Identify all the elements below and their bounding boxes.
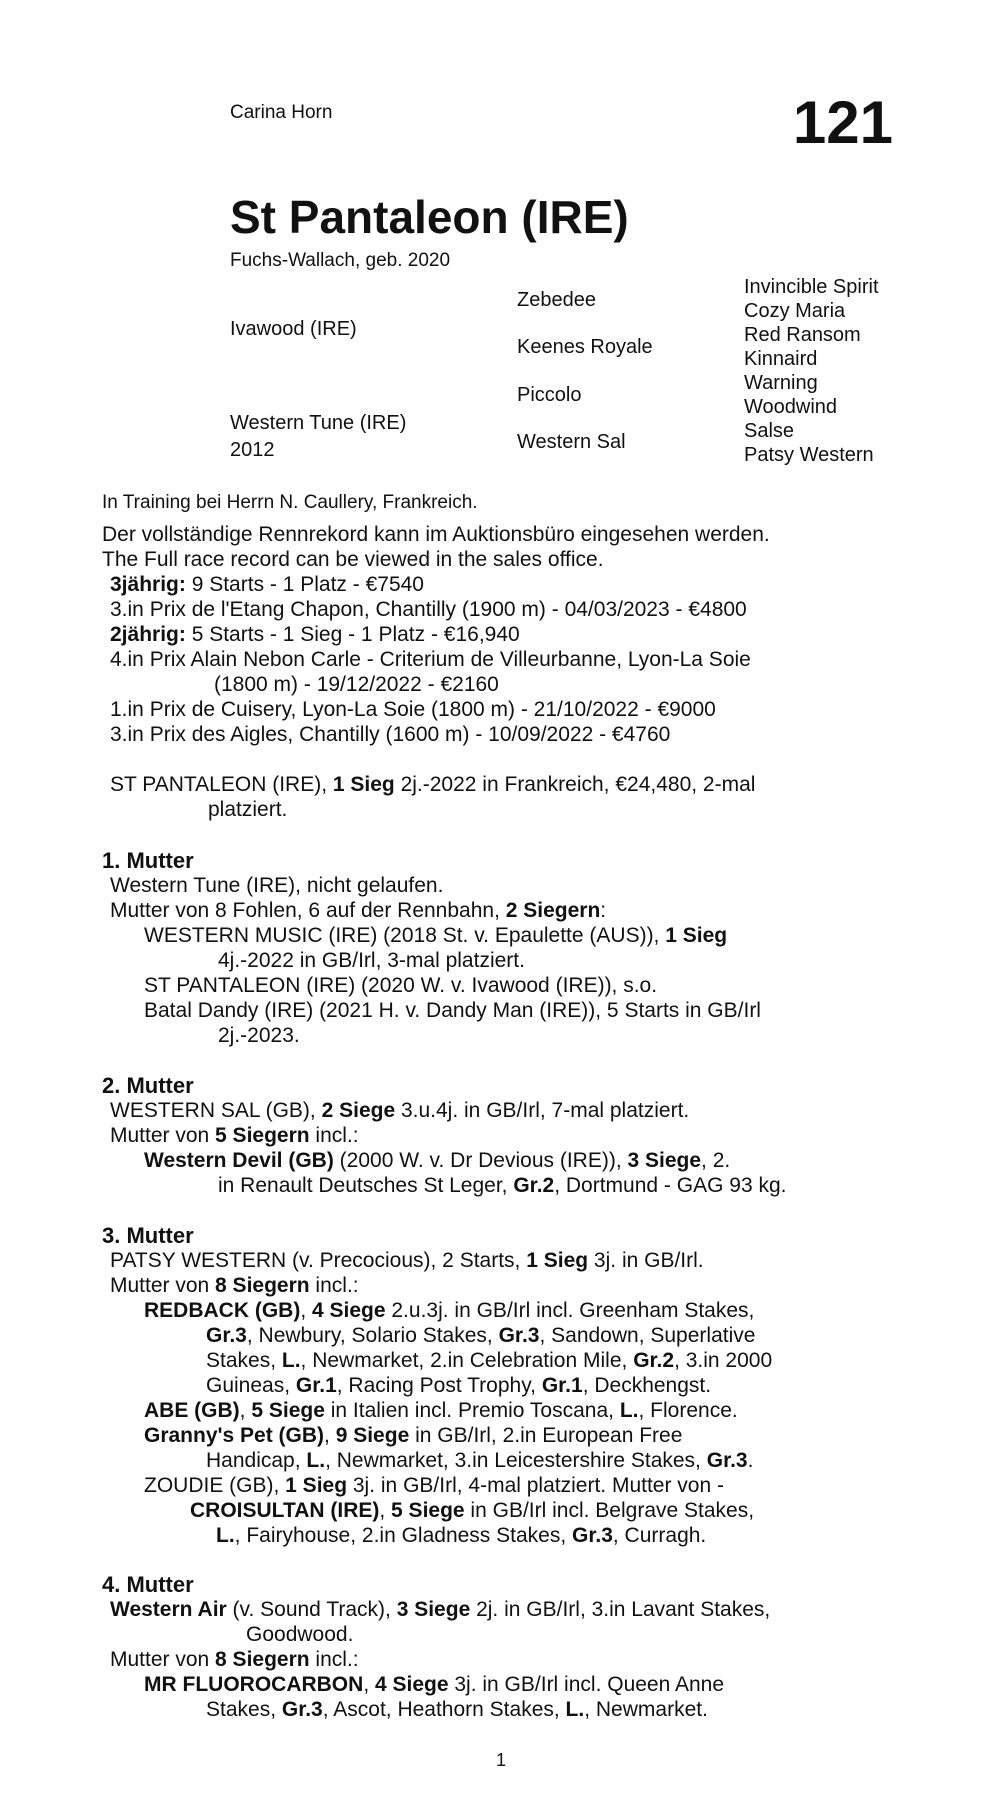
dam-3-progeny-cont: Guineas, Gr.1, Racing Post Trophy, Gr.1, Deckhengst. <box>206 1374 712 1397</box>
pedigree-sire-dam: Keenes Royale <box>517 336 653 358</box>
record-3yo-label: 3jährig: <box>110 573 186 596</box>
dam-2-produce: Mutter von 5 Siegern incl.: <box>110 1124 359 1147</box>
pedigree-g4: Kinnaird <box>744 348 818 370</box>
dam-2-heading: 2. Mutter <box>102 1073 194 1098</box>
dam-4-info: Western Air (v. Sound Track), 3 Siege 2j. in GB/Irl, 3.in Lavant Stakes, <box>110 1598 771 1621</box>
dam-4-progeny: MR FLUOROCARBON, 4 Siege 3j. in GB/Irl incl. Queen Anne <box>144 1673 725 1696</box>
dam-2-progeny-cont: in Renault Deutsches St Leger, Gr.2, Dortmund - GAG 93 kg. <box>218 1174 787 1197</box>
race-record <box>102 522 894 747</box>
pedigree-dam: Western Tune (IRE) <box>230 412 407 434</box>
record-2yo-label: 2jährig: <box>110 623 186 646</box>
dam-3-progeny: ABE (GB), 5 Siege in Italien incl. Premio Toscana, L., Florence. <box>144 1399 738 1422</box>
dam-3-heading: 3. Mutter <box>102 1223 194 1248</box>
dam-1-progeny: Batal Dandy (IRE) (2021 H. v. Dandy Man (IRE)), 5 Starts in GB/Irl <box>144 999 761 1022</box>
summary-line: ST PANTALEON (IRE), 1 Sieg 2j.-2022 in Frankreich, €24,480, 2-mal <box>110 773 756 796</box>
dam-3-produce: Mutter von 8 Siegern incl.: <box>110 1274 359 1297</box>
dam-3-progeny: ZOUDIE (GB), 1 Sieg 3j. in GB/Irl, 4-mal platziert. Mutter von - <box>144 1474 724 1497</box>
pedigree-g5: Warning <box>744 372 818 394</box>
horse-name: St Pantaleon (IRE) <box>230 191 629 243</box>
horse-description: Fuchs-Wallach, geb. 2020 <box>230 250 451 271</box>
seller-name: Carina Horn <box>230 102 333 123</box>
pedigree-g2: Cozy Maria <box>744 300 846 322</box>
dam-1-progeny-cont: 4j.-2022 in GB/Irl, 3-mal platziert. <box>218 949 525 972</box>
dam-2-section <box>102 1073 894 1198</box>
record-note-en: The Full race record can be viewed in the sales office. <box>102 548 604 571</box>
dam-3-grand-progeny: CROISULTAN (IRE), 5 Siege in GB/Irl incl. Belgrave Stakes, <box>190 1499 755 1522</box>
record-2yo-summary <box>102 622 894 647</box>
pedigree-g3: Red Ransom <box>744 324 861 346</box>
dam-4-progeny-cont: Stakes, Gr.3, Ascot, Heathorn Stakes, L., Newmarket. <box>206 1698 708 1721</box>
record-3yo-race: 3.in Prix de l'Etang Chapon, Chantilly (1900 m) - 04/03/2023 - €4800 <box>110 598 747 621</box>
dam-1-produce: Mutter von 8 Fohlen, 6 auf der Rennbahn, 2 Siegern: <box>110 899 607 922</box>
lot-number: 121 <box>792 89 893 156</box>
pedigree-sire-sire: Zebedee <box>517 289 596 311</box>
record-note-de: Der vollständige Rennrekord kann im Auktionsbüro eingesehen werden. <box>102 523 770 546</box>
dam-4-produce: Mutter von 8 Siegern incl.: <box>110 1648 359 1671</box>
dam-4-section <box>102 1572 894 1722</box>
dam-1-section <box>102 848 894 1048</box>
record-3yo-summary <box>102 572 894 597</box>
dam-1-progeny: WESTERN MUSIC (IRE) (2018 St. v. Epaulette (AUS)), 1 Sieg <box>144 924 728 947</box>
horse-summary <box>102 772 894 822</box>
dam-3-progeny-cont: Stakes, L., Newmarket, 2.in Celebration Mile, Gr.2, 3.in 2000 <box>206 1349 773 1372</box>
pedigree-g1: Invincible Spirit <box>744 276 879 298</box>
pedigree-g6: Woodwind <box>744 396 838 418</box>
dam-3-progeny: Granny's Pet (GB), 9 Siege in GB/Irl, 2.in European Free <box>144 1424 683 1447</box>
pedigree-dam-dam: Western Sal <box>517 431 626 453</box>
dam-2-info: WESTERN SAL (GB), 2 Siege 3.u.4j. in GB/Irl, 7-mal platziert. <box>110 1099 690 1122</box>
record-2yo-race-cont: (1800 m) - 19/12/2022 - €2160 <box>214 673 499 696</box>
dam-1-progeny: ST PANTALEON (IRE) (2020 W. v. Ivawood (IRE)), s.o. <box>144 974 658 997</box>
dam-3-info: PATSY WESTERN (v. Precocious), 2 Starts, 1 Sieg 3j. in GB/Irl. <box>110 1249 704 1272</box>
page-number: 1 <box>496 1750 507 1770</box>
record-2yo-race: 4.in Prix Alain Nebon Carle - Criterium de Villeurbanne, Lyon-La Soie <box>110 648 751 671</box>
training-note: In Training bei Herrn N. Caullery, Frankreich. <box>102 492 478 513</box>
dam-1-info: Western Tune (IRE), nicht gelaufen. <box>110 874 444 897</box>
dam-4-info-cont: Goodwood. <box>246 1623 354 1646</box>
record-2yo-race: 1.in Prix de Cuisery, Lyon-La Soie (1800 m) - 21/10/2022 - €9000 <box>110 698 716 721</box>
dam-3-progeny-cont: Handicap, L., Newmarket, 3.in Leicestershire Stakes, Gr.3. <box>206 1449 754 1472</box>
summary-line-cont: platziert. <box>208 798 288 821</box>
pedigree-dam-sire: Piccolo <box>517 384 582 406</box>
pedigree-g8: Patsy Western <box>744 444 874 466</box>
pedigree-sire: Ivawood (IRE) <box>230 318 357 340</box>
dam-4-heading: 4. Mutter <box>102 1572 194 1597</box>
dam-2-progeny: Western Devil (GB) (2000 W. v. Dr Devious (IRE)), 3 Siege, 2. <box>144 1149 731 1172</box>
dam-3-progeny: REDBACK (GB), 4 Siege 2.u.3j. in GB/Irl incl. Greenham Stakes, <box>144 1299 755 1322</box>
pedigree-g7: Salse <box>744 420 795 442</box>
dam-3-progeny-cont: Gr.3, Newbury, Solario Stakes, Gr.3, Sandown, Superlative <box>206 1324 756 1347</box>
record-2yo-race: 3.in Prix des Aigles, Chantilly (1600 m) - 10/09/2022 - €4760 <box>110 723 671 746</box>
dam-3-grand-progeny-cont: L., Fairyhouse, 2.in Gladness Stakes, Gr.3, Curragh. <box>216 1524 707 1547</box>
pedigree-dam-year: 2012 <box>230 439 275 461</box>
dam-1-progeny-cont: 2j.-2023. <box>218 1024 300 1047</box>
record-3yo-stats: 9 Starts - 1 Platz - €7540 <box>191 573 424 596</box>
dam-1-heading: 1. Mutter <box>102 848 194 873</box>
record-2yo-stats: 5 Starts - 1 Sieg - 1 Platz - €16,940 <box>191 623 520 646</box>
dam-3-section <box>102 1223 894 1548</box>
